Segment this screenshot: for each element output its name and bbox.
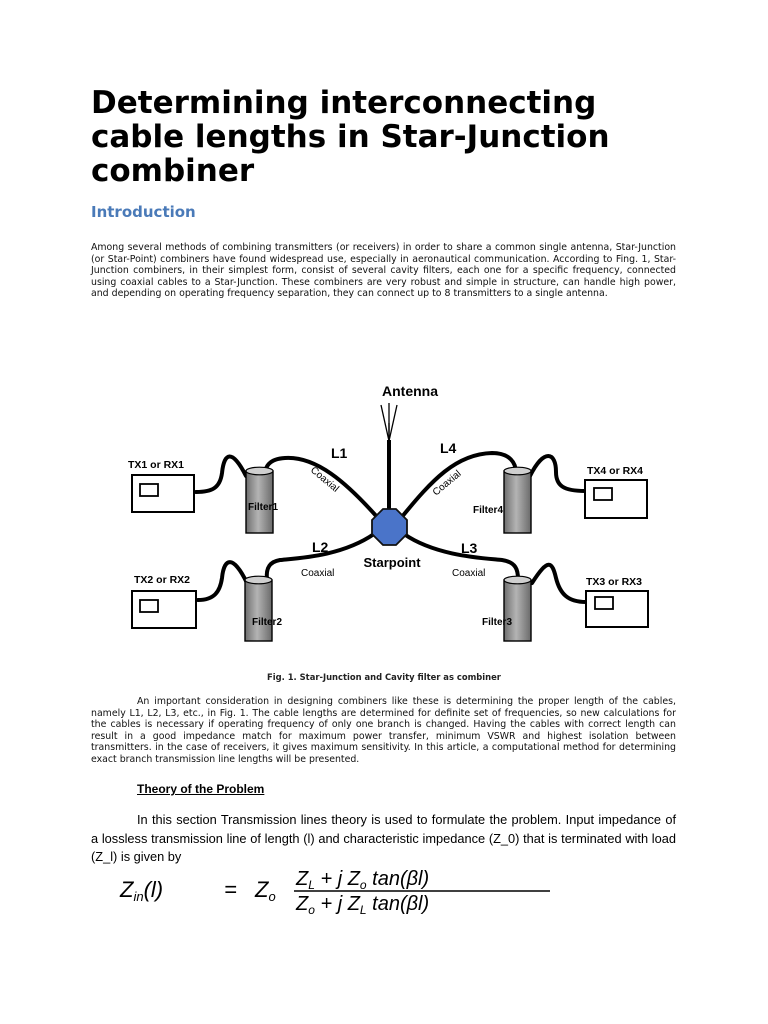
coaxial-label-l3: Coaxial	[452, 568, 486, 579]
cable-l1	[266, 458, 378, 518]
transceiver-label-3: TX3 or RX3	[586, 576, 643, 588]
transceiver-4-box	[585, 480, 647, 518]
cable-label-l4: L4	[440, 440, 457, 456]
starpoint-label: Starpoint	[363, 555, 421, 570]
star-junction-figure	[120, 378, 660, 643]
coaxial-label-l4: Coaxial	[430, 468, 464, 499]
filter-1	[246, 467, 273, 533]
transceiver-label-1: TX1 or RX1	[128, 459, 185, 471]
svg-text:=: =	[224, 877, 237, 902]
jumper-2	[198, 562, 247, 600]
introduction-heading: Introduction	[91, 203, 196, 221]
page-title: Determining interconnecting cable lengths in Star-Junction combiner	[91, 85, 610, 189]
figure-caption: Fig. 1. Star-Junction and Cavity filter as combiner	[267, 672, 501, 682]
filter-3	[504, 576, 531, 641]
starpoint-junction	[372, 509, 407, 545]
transceiver-2-box	[132, 591, 196, 628]
jumper-4	[530, 456, 585, 491]
input-impedance-formula	[118, 868, 568, 914]
transceiver-label-2: TX2 or RX2	[134, 574, 191, 586]
transceiver-label-4: TX4 or RX4	[587, 465, 644, 477]
filter-4	[504, 467, 531, 533]
filter-label-1: Filter1	[248, 502, 279, 513]
cable-label-l3: L3	[461, 540, 478, 556]
filter-label-3: Filter3	[482, 617, 513, 628]
filter-2	[245, 576, 272, 641]
jumper-1	[196, 456, 246, 492]
theory-paragraph: In this section Transmission lines theory is used to formulate the problem. Input impedance of a lossless transmission line of length (l) and characteristic impedance (Z_0) that is terminated with load (Z_l) is given by	[91, 812, 676, 864]
transceiver-3-box	[586, 591, 648, 627]
cable-label-l1: L1	[331, 445, 348, 461]
filter-label-4: Filter4	[473, 505, 504, 516]
jumper-3	[532, 565, 586, 602]
svg-text:Zo + j ZL tan(βl): $Z_o + j$ $Z_L$ tan(βl)	[296, 893, 430, 914]
antenna-mast	[381, 403, 397, 511]
consideration-paragraph: An important consideration in designing combiners like these is determining the proper length of the cables, namely L1, L2, L3, etc., in Fig. 1. The cable lengths are determined for definite set of frequencies, so new calculations for the cables is necessary if operating frequency of only one branch is changed. Having the cables with correct length can result in a good impedance match for maximum power transfer, minimum VSWR and highest isolation between transmitters. in the case of receivers, it gives maximum sensitivity. In this article, a computational method for determining exact branch transmission line lengths will be presented.	[91, 696, 676, 765]
filter-label-2: Filter2	[252, 617, 283, 628]
svg-text:ZL + j Zo tan(βl): $Z_L + j$ $Z_o$ tan(βl)	[296, 868, 430, 892]
svg-text:Zin(l): Zin(l)	[120, 877, 164, 904]
transceiver-1-box	[132, 475, 194, 512]
coaxial-label-l1: Coaxial	[308, 464, 341, 495]
theory-heading: Theory of the Problem	[137, 782, 265, 796]
coaxial-label-l2: Coaxial	[301, 568, 335, 579]
cable-label-l2: L2	[312, 539, 329, 555]
svg-text:Zo: Zo	[255, 877, 276, 904]
intro-paragraph: Among several methods of combining transmitters (or receivers) in order to share a common single antenna, Star-Junction (or Star-Point) combiners have found widespread use, especially in aeronautical communication. According to Fing. 1, Star-Junction combiners, in their simplest form, consist of several cavity filters, each one for a specific frequency, connected using coaxial cables to a Star-Junction. These combiners are very robust and simple in structure, can handle high power, and depending on operating frequency separation, they can connect up to 8 transmitters to a single antenna.	[91, 242, 676, 300]
antenna-label: Antenna	[382, 383, 438, 399]
